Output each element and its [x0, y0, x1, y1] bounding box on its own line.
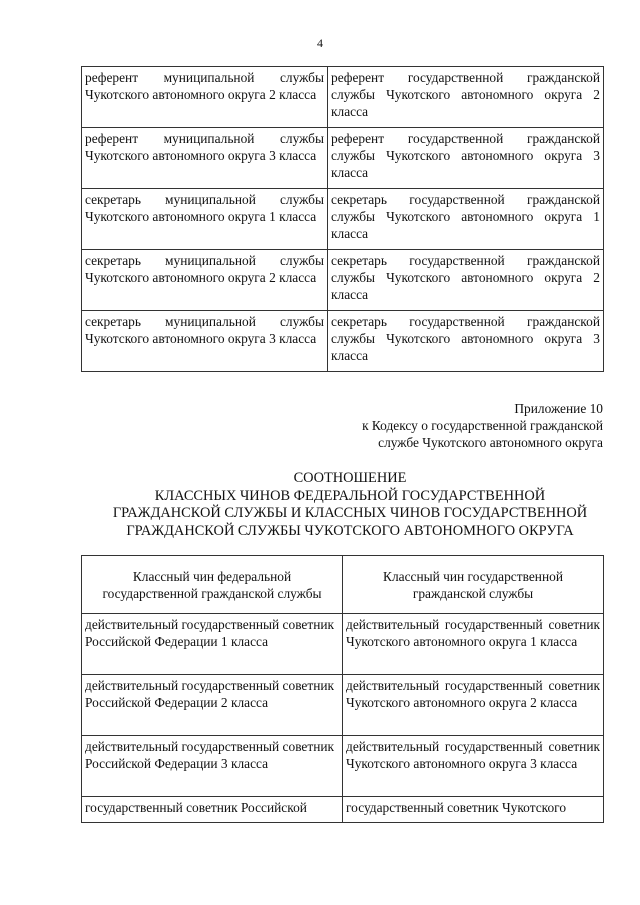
table-cell-municipal-rank: секретарь муниципальной службы Чукотского автономного округа 1 класса [82, 189, 328, 250]
title-line: СООТНОШЕНИЕ [293, 470, 407, 486]
document-title [60, 470, 640, 540]
column-header-federal: Классный чин федеральной государственной гражданской службы [82, 556, 343, 614]
appendix-reference [303, 400, 603, 451]
table-row [82, 189, 604, 250]
table-cell-municipal-rank: секретарь муниципальной службы Чукотского автономного округа 3 класса [82, 311, 328, 372]
table-row [82, 797, 604, 823]
table-row [82, 67, 604, 128]
table-cell-municipal-rank: референт муниципальной службы Чукотского автономного округа 2 класса [82, 67, 328, 128]
table-header-row [82, 556, 604, 614]
column-header-regional: Классный чин государственной гражданской службы [343, 556, 604, 614]
table-cell-regional-rank: государственный советник Чукотского [343, 797, 604, 823]
table-cell-civil-rank: секретарь государственной гражданской службы Чукотского автономного округа 1 класса [328, 189, 604, 250]
table-cell-civil-rank: секретарь государственной гражданской службы Чукотского автономного округа 3 класса [328, 311, 604, 372]
rank-correspondence-table [81, 555, 604, 823]
table-row [82, 614, 604, 675]
table-cell-civil-rank: секретарь государственной гражданской службы Чукотского автономного округа 2 класса [328, 250, 604, 311]
title-line: КЛАССНЫХ ЧИНОВ ФЕДЕРАЛЬНОЙ ГОСУДАРСТВЕННОЙ [154, 487, 546, 504]
table-cell-federal-rank: действительный государственный советник Российской Федерации 3 класса [82, 736, 343, 797]
title-line: ГРАЖДАНСКОЙ СЛУЖБЫ ЧУКОТСКОГО АВТОНОМНОГО ОКРУГА [126, 522, 574, 539]
table-row [82, 311, 604, 372]
table-row [82, 675, 604, 736]
appendix-code-line: службе Чукотского автономного округа [378, 435, 603, 450]
table-cell-regional-rank: действительный государственный советник Чукотского автономного округа 1 класса [343, 614, 604, 675]
appendix-code-line: к Кодексу о государственной гражданской [362, 418, 603, 433]
table-cell-federal-rank: действительный государственный советник Российской Федерации 1 класса [82, 614, 343, 675]
table-cell-civil-rank: референт государственной гражданской службы Чукотского автономного округа 2 класса [328, 67, 604, 128]
table-cell-federal-rank: действительный государственный советник Российской Федерации 2 класса [82, 675, 343, 736]
page-number: 4 [317, 36, 323, 50]
rank-table-municipal [81, 66, 604, 372]
table-cell-regional-rank: действительный государственный советник Чукотского автономного округа 2 класса [343, 675, 604, 736]
table-row [82, 128, 604, 189]
title-line: ГРАЖДАНСКОЙ СЛУЖБЫ И КЛАССНЫХ ЧИНОВ ГОСУДАРСТВЕННОЙ [112, 505, 588, 521]
appendix-number: Приложение 10 [514, 401, 603, 416]
table-cell-civil-rank: референт государственной гражданской службы Чукотского автономного округа 3 класса [328, 128, 604, 189]
table-row [82, 250, 604, 311]
table-cell-municipal-rank: референт муниципальной службы Чукотского автономного округа 3 класса [82, 128, 328, 189]
table-cell-municipal-rank: секретарь муниципальной службы Чукотского автономного округа 2 класса [82, 250, 328, 311]
table-cell-federal-rank: государственный советник Российской [82, 797, 343, 823]
table-cell-regional-rank: действительный государственный советник Чукотского автономного округа 3 класса [343, 736, 604, 797]
table-row [82, 736, 604, 797]
